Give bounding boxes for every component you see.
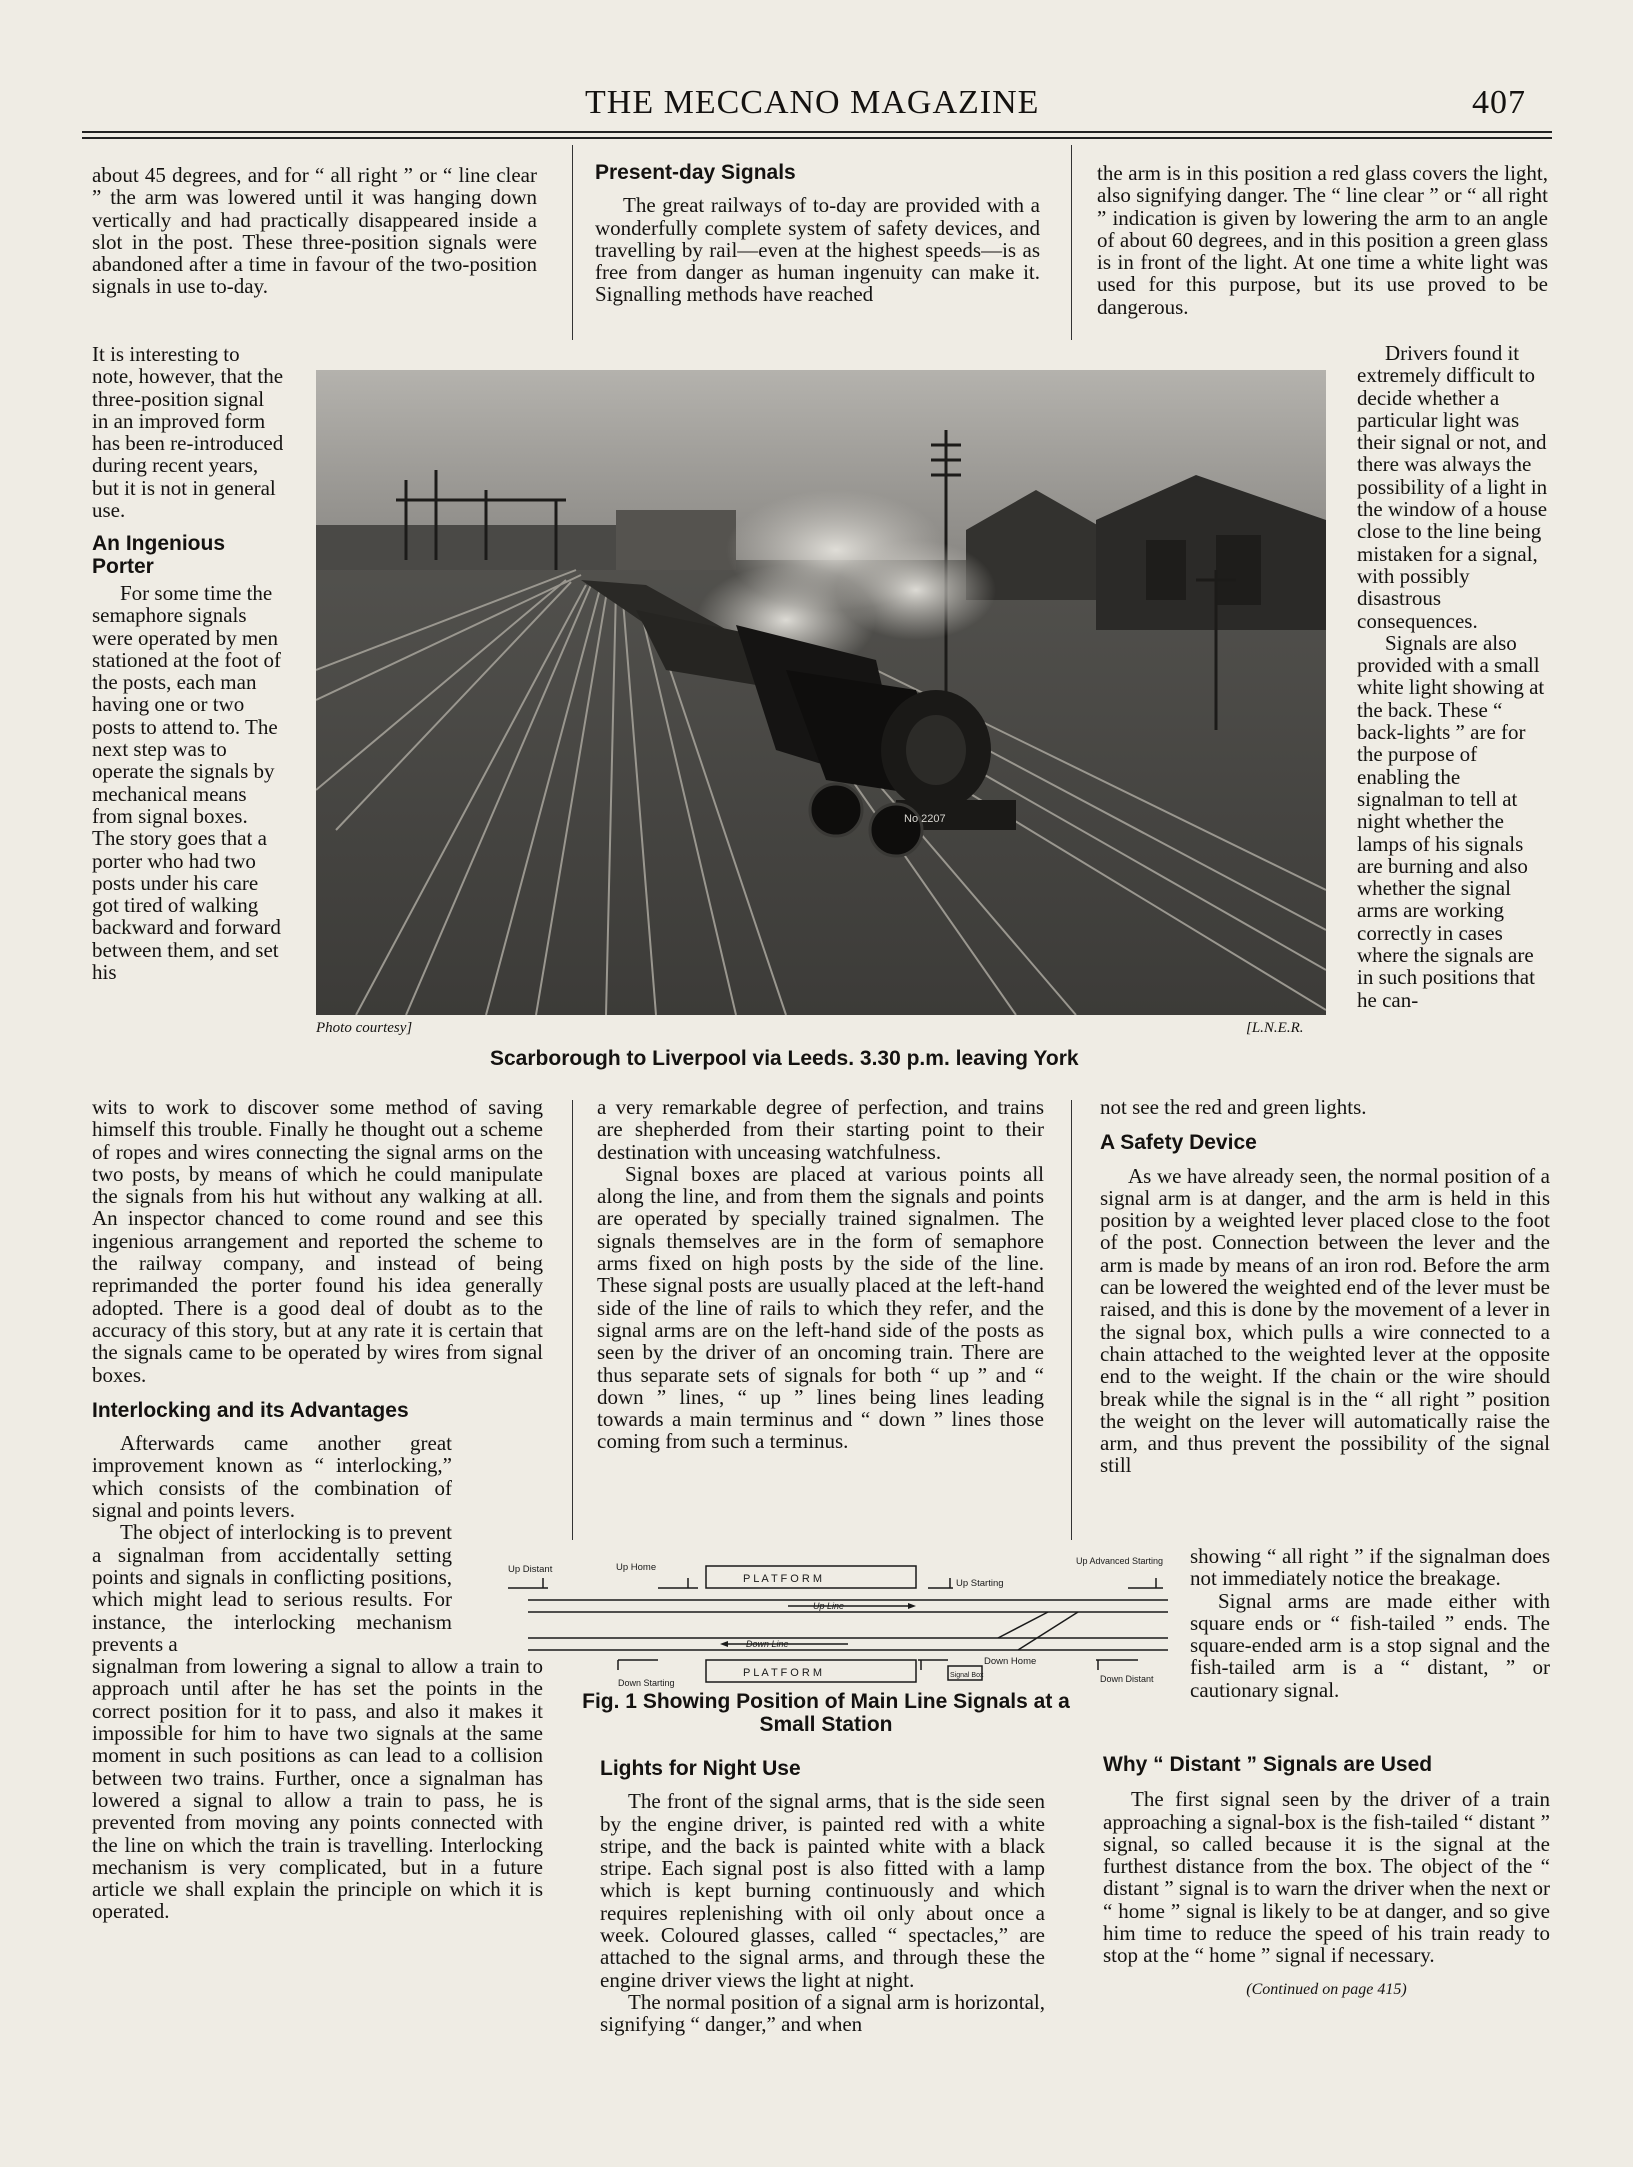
col1-narrow: It is interesting to note, however, that the three-position signal in an improved form has been re-introduced during recent years, but it is not in general use. An Ingenious Porter For some time the semaphore signals were operated by men stationed at the foot of the posts, each man having one or two posts to attend to. The next step was to operate the signals by mechanical means from signal boxes. The story goes that a porter who had two posts under his care got tired of walking backward and forward between them, and set his (92, 342, 284, 985)
column-divider (1071, 1100, 1072, 1540)
label-down-distant: Down Distant (1100, 1674, 1154, 1684)
header-rule (82, 131, 1552, 133)
magazine-title: THE MECCANO MAGAZINE (585, 84, 1040, 121)
column-divider (572, 145, 573, 340)
column-divider (1071, 145, 1072, 340)
col3-top: the arm is in this position a red glass covers the light, also signifying danger. The “ line clear ” or “ all right ” indication is given by lowering the arm to an angle of about 60 degrees, and in this position a green glass is in front of the light. At one time a white light was used for this purpose, but its use proved to be dangerous. (1097, 161, 1548, 319)
photo-credit-right: [L.N.E.R. (1246, 1020, 1304, 1036)
up-line-label: Up Line (813, 1601, 845, 1611)
photo-caption: Scarborough to Liverpool via Leeds. 3.30 p.m. leaving York (490, 1047, 1079, 1070)
heading-ingenious-porter: An Ingenious Porter (92, 532, 225, 578)
photo-credit-left: Photo courtesy] (316, 1020, 413, 1036)
label-down-starting: Down Starting (618, 1678, 675, 1688)
col3-narrow: Drivers found it extremely difficult to decide whether a particular light was their signal or not, and there was always the possibility of a light in the window of a house close to the line being mistaken for a signal, with possibly disastrous consequences. Signals are also provided with a small white light showing at the back. These “ back-lights ” are for the purpose of enabling the signalman to tell at night whether the lamps of his signals are burning and also whether the signal arms are working correctly in cases where the signals are in such positions that he can- (1357, 341, 1548, 1012)
signal-diagram (488, 1556, 1168, 1696)
label-signal-box: Signal Box (950, 1672, 984, 1679)
upper-platform-label: P L A T F O R M (743, 1573, 823, 1585)
continued-note: (Continued on page 415) (1246, 1980, 1407, 1998)
figure-caption: Fig. 1 Showing Position of Main Line Signals at a Small Station (582, 1690, 1070, 1736)
col2-lower: Lights for Night Use The front of the signal arms, that is the side seen by the engine driver, is painted red with a white stripe, and the back is painted white with a black stripe. Each signal post is also fitted with a lamp which is kept burning continuously and which requires replenishing with oil only about once a week. Coloured glasses, called “ spectacles,” are attached to the signal arms, and through these the engine driver views the light at night. The normal position of a signal arm is horizontal, signifying “ danger,” and when (600, 1757, 1045, 2037)
railway-photograph (316, 370, 1326, 1015)
page-number: 407 (1472, 84, 1526, 121)
engine-number: No 2207 (904, 813, 946, 825)
heading-distant-signals: Why “ Distant ” Signals are Used (1103, 1753, 1433, 1776)
label-up-home: Up Home (616, 1562, 657, 1573)
col3-bottom: Why “ Distant ” Signals are Used The first signal seen by the driver of a train approaching a signal-box is the fish-tailed “ distant ” signal, so called because it is the signal at the furthest distance from the box. The object of the “ distant ” signal is to warn the driver when the next or “ home ” signal is likely to be at danger, and so give him time to reduce the speed of his train ready to stop at the “ home ” signal if necessary. (Continued on page 415) (1103, 1748, 1550, 2001)
col3-beside-figure: showing “ all right ” if the signalman does not immediately notice the breakage. Signal arms are made either with square ends or “ fish-tailed ” ends. The square-ended arm is a stop signal and the fish-tailed arm is a “ distant, ” or cautionary signal. (1190, 1544, 1550, 1702)
col2-middle: a very remarkable degree of perfection, and trains are shepherded from their starting point to their destination with unceasing watchfulness. Signal boxes are placed at various points all along the line, and from them the signals and points are operated by specially trained signalmen. The signals themselves are in the form of semaphore arms fixed on high posts by the side of the line. These signal posts are usually placed at the left-hand side of the line of rails to which they refer, and the signal arms are on the left-hand side of the posts as seen by the driver of an oncoming train. There are thus separate sets of signals for both “ up ” and “ down ” lines, “ up ” lines being lines leading towards a main terminus and “ down ” lines those coming from such a terminus. (597, 1095, 1044, 1454)
heading-lights-night: Lights for Night Use (600, 1757, 801, 1780)
column-divider (572, 1100, 573, 1540)
heading-safety-device: A Safety Device (1100, 1131, 1257, 1155)
signal-diagram-graphic (488, 1556, 1168, 1696)
lower-platform-label: P L A T F O R M (743, 1667, 823, 1679)
down-line-label: Down Line (746, 1639, 789, 1649)
header-rule-thin (82, 137, 1552, 139)
label-up-advanced-starting: Up Advanced Starting (1076, 1556, 1164, 1566)
label-down-home: Down Home (984, 1656, 1037, 1667)
col2-top: Present-day Signals The great railways of to-day are provided with a wonderfully complete system of safety devices, and travelling by rail—even at the highest speeds—is as free from danger as human ingenuity can make it. Signalling methods have reached (595, 161, 1040, 307)
col3-lower: not see the red and green lights. A Safety Device As we have already seen, the normal position of a signal arm is at danger, and the arm is held in this position by a weighted lever placed close to the foot of the post. Connection between the lever and the arm is made by means of an iron rod. Before the arm can be lowered the weighted end of the lever must be raised, and this is done by the movement of a lever in the signal box, which pulls a wire connected to a chain attached to the weighted lever at the opposite end to the weight. If the chain or the wire should break while the signal is in the “ all right ” position the weight on the lever will automatically raise the arm, and thus prevent the possibility of the signal still (1100, 1095, 1550, 1478)
col1-top-text: about 45 degrees, and for “ all right ” or “ line clear ” the arm was lowered until it was hanging down vertically and had practically disappeared inside a slot in the post. These three-position signals were abandoned after a time in favour of the two-position signals in use to-day. (92, 163, 537, 299)
label-up-distant: Up Distant (508, 1564, 553, 1575)
heading-interlocking: Interlocking and its Advantages (92, 1398, 409, 1422)
train-photo-illustration (316, 370, 1326, 1015)
label-up-starting: Up Starting (956, 1578, 1004, 1589)
col1-lower: wits to work to discover some method of saving himself this trouble. Finally he thought out a scheme of ropes and wires connecting the signal arms on the two posts, by means of which he could manipulate the signals from his hut without any walking at all. An inspector chanced to come round and see this ingenious arrangement and reported the scheme to the railway company, and instead of being reprimanded the porter found his idea generally adopted. There is a good deal of doubt as to the accuracy of this story, but at any rate it is certain that the signals came to be operated by wires from signal boxes. Interlocking and its Advantages Afterwards came another great improvement known as “ interlocking,” which consists of the combination of signal and points levers. The object of interlocking is to prevent a signalman from accidentally setting points and signals in conflicting positions, which might lead to serious results. For instance, the interlocking mechanism prevents a signalman from lowering a signal to allow a train to approach until after he has set the points in the correct position for it to pass, and also it makes it impossible for him to have two signals at the same moment in such positions as can lead to a collision between two trains. Further, once a signalman has lowered a signal to allow a train to pass, he is prevented from moving any points connected with the line on which the train is travelling. Interlocking mechanism is very complicated, but in a future article we shall explain the principle on which it is operated. (92, 1095, 543, 1924)
heading-present-day-signals: Present-day Signals (595, 161, 796, 184)
